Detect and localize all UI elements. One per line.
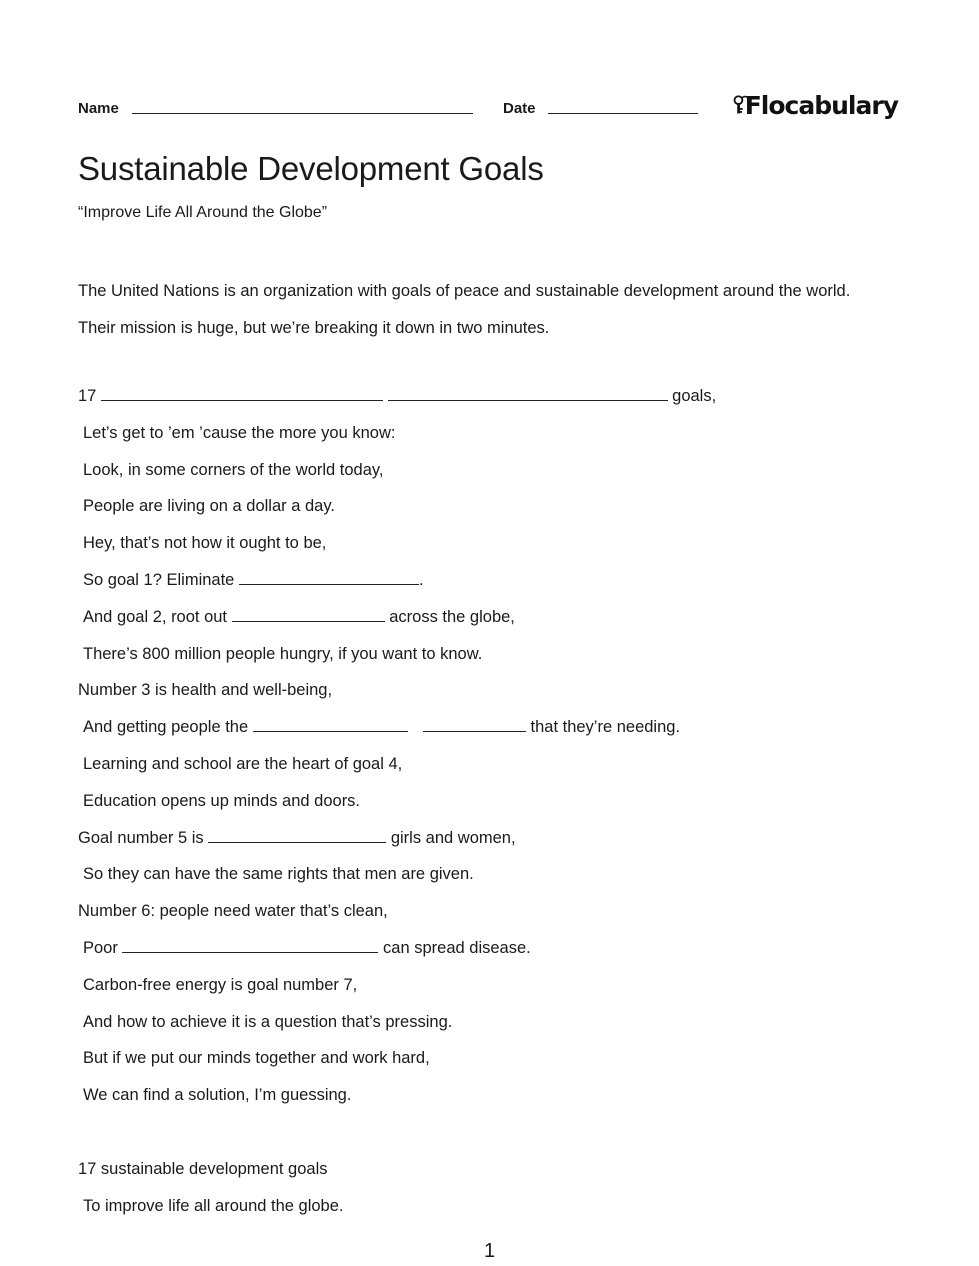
lyric-line: Number 6: people need water that’s clean, bbox=[78, 902, 388, 921]
lyric-text: goals, bbox=[672, 387, 717, 405]
lyric-text: can spread disease. bbox=[383, 938, 531, 957]
fill-in-blank[interactable] bbox=[208, 828, 386, 843]
lyric-line bbox=[78, 825, 898, 862]
name-label: Name bbox=[78, 100, 119, 117]
lyric-line: We can find a solution, I’m guessing. bbox=[83, 1086, 352, 1105]
lyric-line: Education opens up minds and doors. bbox=[83, 791, 361, 810]
date-label: Date bbox=[503, 100, 536, 117]
page-subtitle: “Improve Life All Around the Globe” bbox=[78, 204, 328, 221]
lyric-line bbox=[78, 604, 898, 641]
intro-paragraph bbox=[78, 273, 898, 347]
lyric-text: And goal 2, root out bbox=[83, 607, 228, 626]
page-title: Sustainable Development Goals bbox=[78, 150, 544, 187]
lyric-line: Learning and school are the heart of goal 4, bbox=[83, 754, 403, 773]
lyric-line bbox=[78, 567, 898, 604]
fill-in-blank[interactable] bbox=[101, 386, 383, 401]
intro-line: The United Nations is an organization with goals of peace and sustainable development around the world. bbox=[78, 282, 851, 300]
lyric-line: Number 3 is health and well-being, bbox=[78, 681, 333, 700]
date-field[interactable] bbox=[548, 113, 698, 114]
lyric-line: And how to achieve it is a question that’s pressing. bbox=[83, 1012, 453, 1031]
fill-in-blank[interactable] bbox=[122, 938, 378, 953]
lyric-line: 17 sustainable development goals bbox=[78, 1159, 328, 1178]
name-field[interactable] bbox=[132, 113, 473, 114]
fill-in-blank[interactable] bbox=[388, 386, 668, 401]
page-number: 1 bbox=[483, 1240, 496, 1262]
fill-in-blank[interactable] bbox=[239, 570, 419, 585]
lyric-line bbox=[78, 935, 898, 972]
lyric-line bbox=[78, 383, 898, 420]
lyric-text: that they’re needing. bbox=[530, 718, 681, 737]
lyric-text: So goal 1? Eliminate bbox=[83, 570, 235, 589]
lyric-line: There’s 800 million people hungry, if you want to know. bbox=[83, 644, 483, 663]
worksheet-header bbox=[78, 90, 898, 126]
fill-in-blank[interactable] bbox=[423, 717, 526, 732]
lyric-text: . bbox=[418, 570, 424, 589]
intro-line: Their mission is huge, but we’re breaking it down in two minutes. bbox=[78, 319, 550, 337]
lyric-line: So they can have the same rights that men are given. bbox=[83, 865, 474, 884]
lyric-line: Look, in some corners of the world today, bbox=[83, 460, 384, 479]
fill-in-blank[interactable] bbox=[253, 717, 408, 732]
fill-in-blank[interactable] bbox=[232, 607, 385, 622]
logo-text: Flocabulary bbox=[744, 90, 898, 120]
lyric-line: People are living on a dollar a day. bbox=[83, 497, 335, 516]
lyric-line: To improve life all around the globe. bbox=[83, 1196, 344, 1215]
lyric-text: girls and women, bbox=[390, 828, 516, 847]
lyric-text: Goal number 5 is bbox=[78, 828, 204, 847]
lyric-line: But if we put our minds together and work hard, bbox=[83, 1049, 430, 1068]
lyric-text: Poor bbox=[83, 938, 118, 957]
lyric-line bbox=[78, 714, 898, 751]
flocabulary-logo bbox=[733, 87, 898, 123]
lyric-text: across the globe, bbox=[389, 607, 515, 626]
lyric-text: 17 bbox=[78, 387, 97, 405]
lyric-line: Let’s get to ’em ’cause the more you know: bbox=[83, 423, 396, 442]
lyrics-section bbox=[78, 383, 898, 1229]
stanza-break bbox=[78, 1119, 898, 1156]
lyric-line: Hey, that’s not how it ought to be, bbox=[83, 534, 327, 553]
lyric-text: And getting people the bbox=[83, 718, 249, 737]
lyric-line: Carbon-free energy is goal number 7, bbox=[83, 975, 358, 994]
